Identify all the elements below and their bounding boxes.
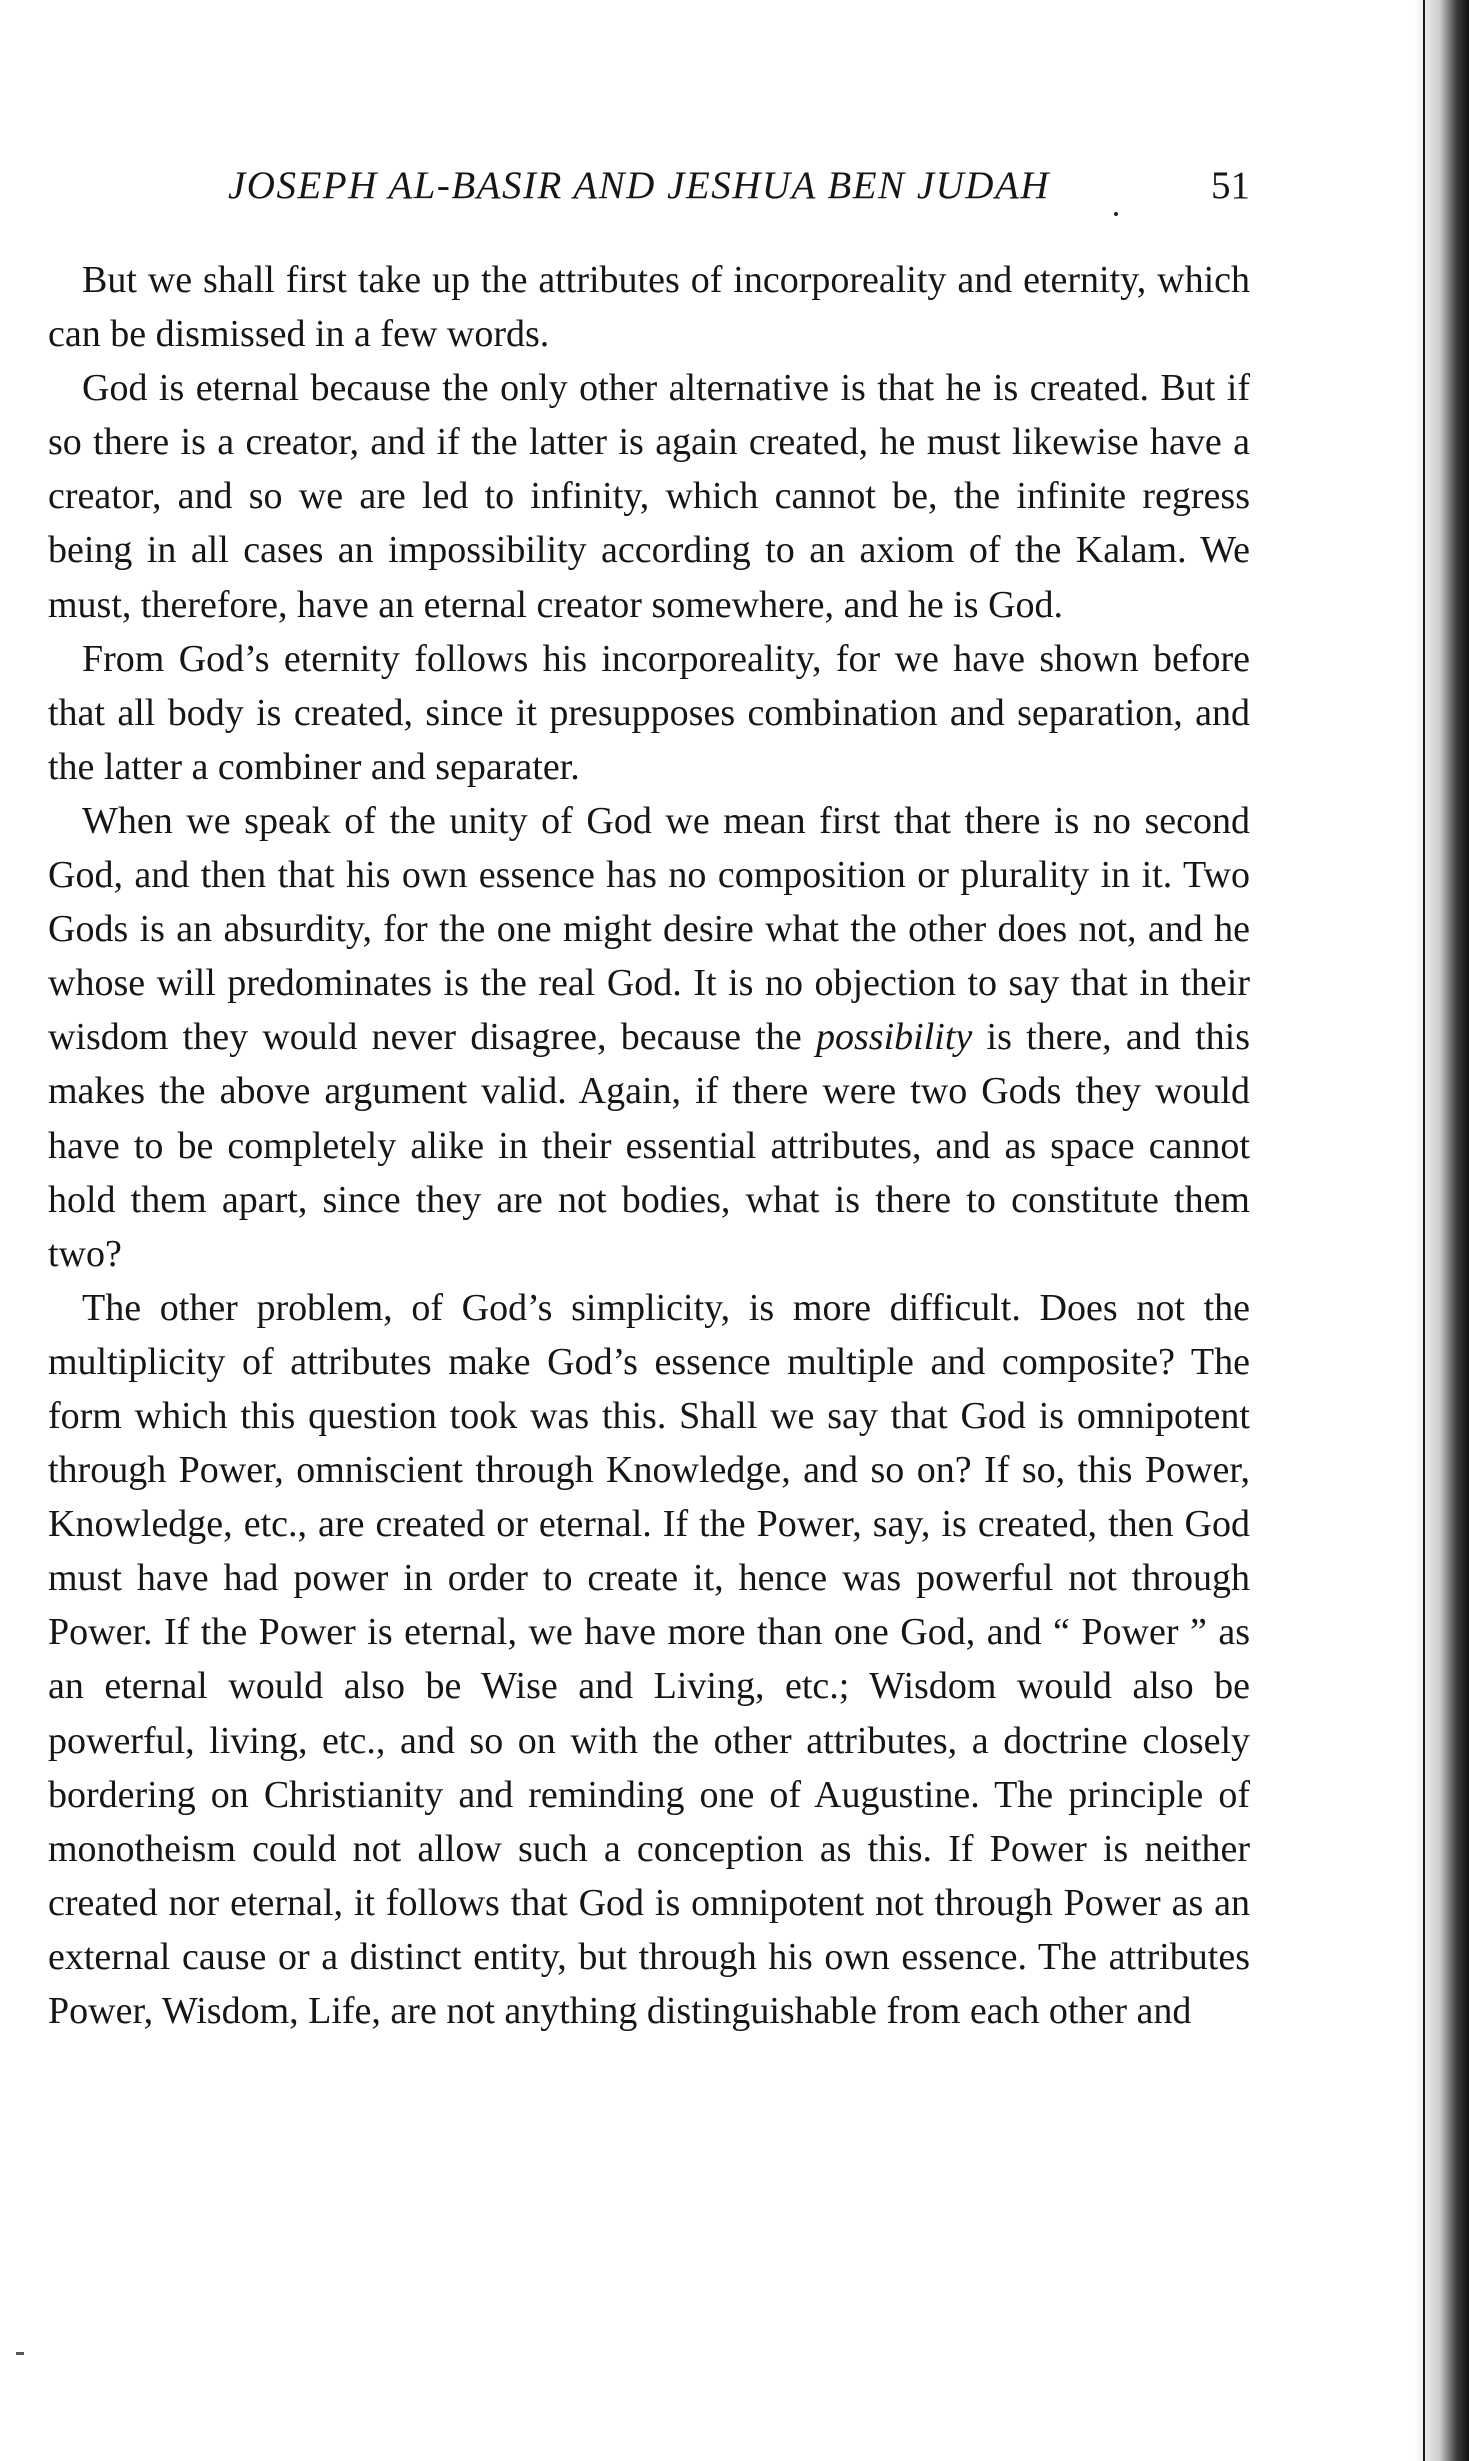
paragraph-unity xyxy=(48,794,1250,1281)
paragraph-attributes-intro: But we shall first take up the attributes of incorporeality and eternity, which can be dismissed in a few words. xyxy=(48,259,1250,356)
paragraph-unity-part-1: When we speak of the unity of God we mean first that there is no second God, and then that his own essence has no composition or plurality in it. Two Gods is an absurdity, for the one might desire what the other does not, and he whose will predominates is the real God. It is no objection to say that in their wisdom they would never disagree, because the xyxy=(48,799,1250,1059)
page-number: 51 xyxy=(1211,164,1250,207)
paragraph-unity-part-2: is there, and this makes the above argument valid. Again, if there were two Gods they would have to be completely alike in their essential attributes, and as space cannot hold them apart, since they are not bodies, what is there to constitute them two? xyxy=(48,1016,1250,1275)
paragraph-eternity: God is eternal because the only other alternative is that he is created. But if so there is a creator, and if the latter is again created, he must likewise have a creator, and so we are led to infinity, which cannot be, the infinite regress being in all cases an impossibility according to an axiom of the Kalam. We must, therefore, have an eternal creator somewhere, and he is God. xyxy=(48,367,1250,626)
page-header xyxy=(48,163,1250,215)
emphasis-possibility: possibility xyxy=(816,1016,973,1059)
body-text xyxy=(48,253,1250,2038)
page-edge-line xyxy=(1423,0,1425,2461)
paragraph-simplicity: The other problem, of God’s simplicity, is more difficult. Does not the multiplicity of attributes make God’s essence multiple and composite? The form which this question took was this. Shall we say that God is omnipotent through Power, omniscient through Knowledge, and so on? If so, this Power, Knowledge, etc., are created or eternal. If the Power, say, is created, then God must have had power in order to create it, hence was powerful not through Power. If the Power is eternal, we have more than one God, and “ Power ” as an eternal would also be Wise and Living, etc.; Wisdom would also be powerful, living, etc., and so on with the other attributes, a doctrine closely bordering on Christianity and reminding one of Augustine. The principle of monotheism could not allow such a conception as this. If Power is neither created nor eternal, it follows that God is omnipotent not through Power as an external cause or a distinct entity, but through his own essence. The attributes Power, Wisdom, Life, are not anything distinguishable from each other and xyxy=(48,1286,1250,2032)
ink-speck xyxy=(1114,212,1118,216)
paragraph-incorporeality: From God’s eternity follows his incorporeality, for we have shown before that all body is created, since it presupposes combination and separation, and the latter a combiner and separater. xyxy=(48,637,1250,788)
scan-mark xyxy=(16,2352,24,2355)
running-head: JOSEPH AL-BASIR AND JESHUA BEN JUDAH xyxy=(228,164,1050,207)
